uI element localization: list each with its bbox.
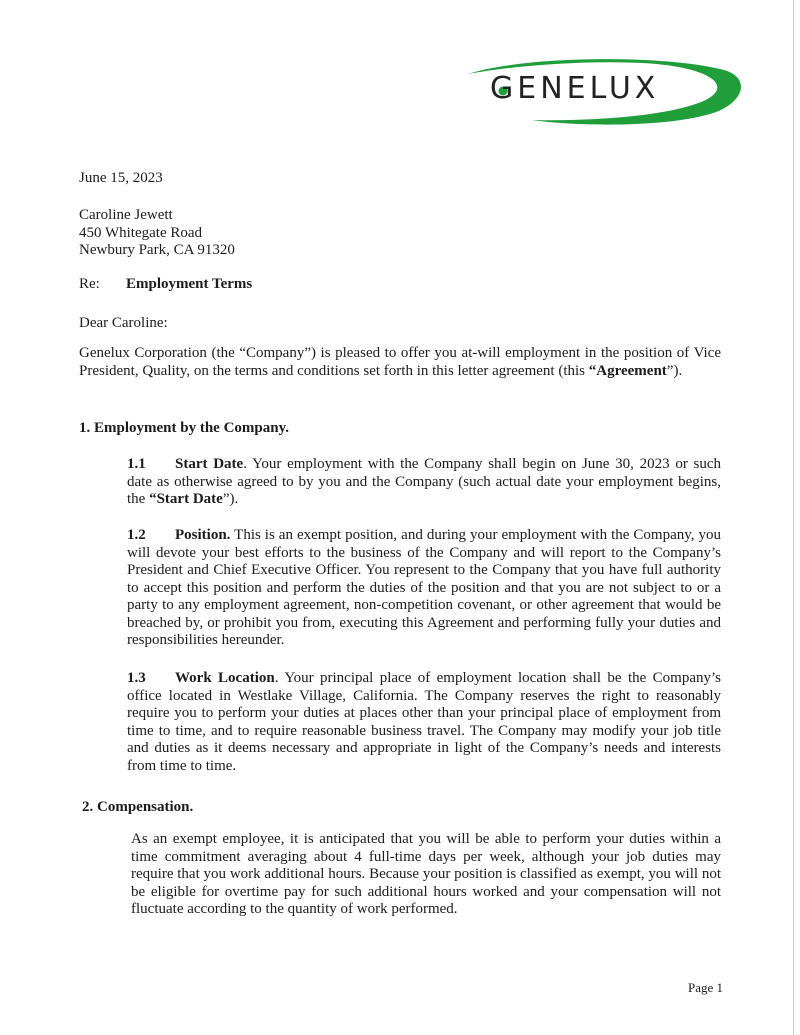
re-subject: Employment Terms xyxy=(126,276,253,292)
re-line xyxy=(79,276,252,294)
section-title: Position. xyxy=(175,527,231,543)
logo-wordmark: GENELUX xyxy=(490,71,660,106)
section-1-2 xyxy=(127,527,721,650)
recipient-address xyxy=(79,207,235,260)
recipient-street: 450 Whitegate Road xyxy=(79,224,203,241)
intro-paragraph xyxy=(79,345,721,380)
intro-text: Genelux Corporation (the “Company”) is pleased to offer you at-will employment in the position of Vice President, Quality, on the terms and conditions set forth in this letter agreement (this xyxy=(79,345,721,379)
re-label: Re: xyxy=(79,276,100,292)
section-text: . Your employment with the Company shall begin on June 30, 2023 or such date as otherwise agreed to by you and the Company (such actual date your employment begins, the xyxy=(127,456,722,507)
section-1-1 xyxy=(127,456,721,509)
section-number: 1.1 xyxy=(127,456,146,472)
intro-text-end: ”). xyxy=(666,362,683,379)
genelux-logo xyxy=(462,52,742,126)
section-2-paragraph: As an exempt employee, it is anticipated that you will be able to perform your duties within a time commitment averaging about 4 full-time days per week, although your job duties may require that you work additional hours. Because your position is classified as exempt, you will not be eligible for overtime pay for such additional hours worked and your compensation will not fluctuate according to the quantity of work performed. xyxy=(131,831,721,917)
letter-date: June 15, 2023 xyxy=(79,170,163,186)
section-text: This is an exempt position, and during your employment with the Company, you will devote your best efforts to the business of the Company and will report to the Company’s President and Chief Executive Officer. You represent to the Company that you have full authority to accept this position and perform the duties of the position and that you are not subject to or a party to any employment agreement, non-competition covenant, or other agreement that would be breached by, or prohibit you from, executing this Agreement and performing fully your duties and responsibilities hereunder. xyxy=(127,527,721,648)
section-number: 1.3 xyxy=(127,670,146,686)
section-text-end: ”). xyxy=(222,491,239,507)
intro-defined-term: “Agreement xyxy=(588,362,667,379)
recipient-city: Newbury Park, CA 91320 xyxy=(79,242,235,258)
section-text: . Your principal place of employment location shall be the Company’s office located in Westlake Village, California. The Company reserves the right to reasonably require you to perform your duties at places other than your principal place of employment from time to time, and to require reasonable business travel. The Company may modify your job title and duties as it deems necessary and appropriate in light of the Company’s needs and interests from time to time. xyxy=(127,670,722,774)
page-number: Page 1 xyxy=(688,980,724,995)
recipient-name: Caroline Jewett xyxy=(79,207,173,223)
section-number: 1.2 xyxy=(127,527,146,543)
section-2-heading: 2. Compensation. xyxy=(82,799,194,815)
salutation: Dear Caroline: xyxy=(79,315,168,331)
section-1-3 xyxy=(127,670,721,775)
section-title: Start Date xyxy=(175,456,244,472)
section-1-heading: 1. Employment by the Company. xyxy=(79,420,290,436)
section-defined-term: “Start Date xyxy=(149,491,223,507)
scan-edge-line xyxy=(793,0,794,1035)
section-title: Work Location xyxy=(175,670,275,686)
